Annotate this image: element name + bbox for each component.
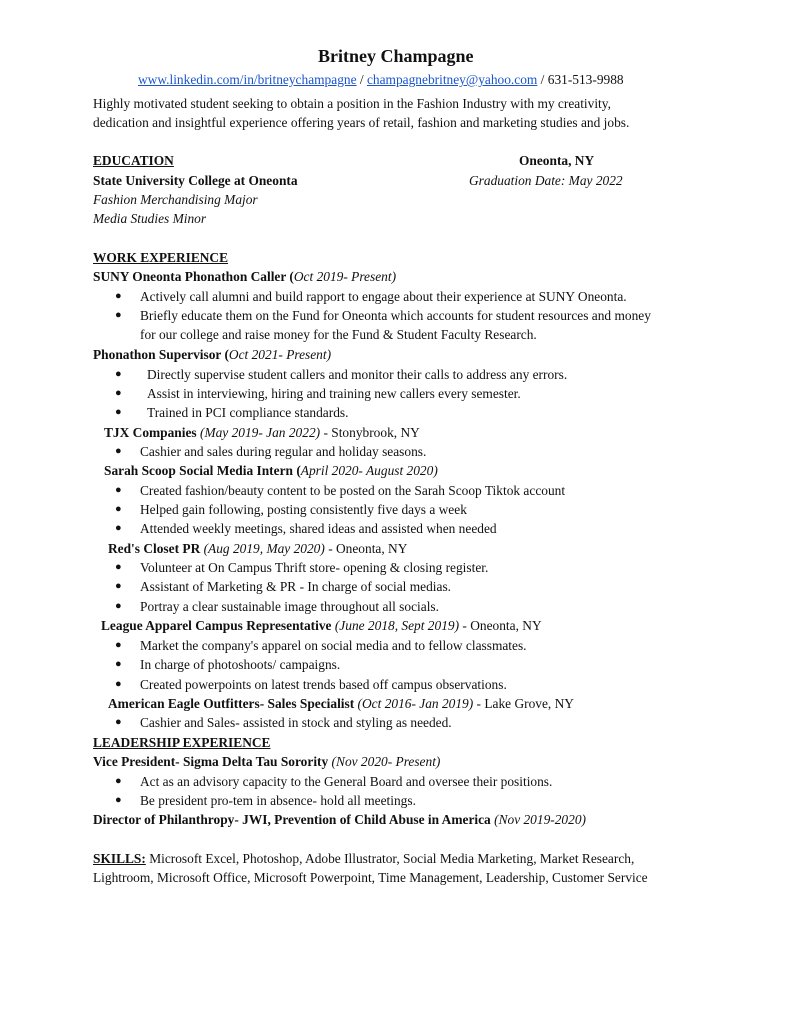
school-name: State University College at Oneonta <box>93 173 298 188</box>
job-bullet: Portray a clear sustainable image throughout all socials. <box>140 599 439 614</box>
role-dates: (Nov 2019-2020) <box>494 812 586 827</box>
job-bullet: Briefly educate them on the Fund for Oneonta which accounts for student resources and money <box>140 308 651 323</box>
role-bullet: Act as an advisory capacity to the General Board and oversee their positions. <box>140 774 553 789</box>
job-bullet: Cashier and sales during regular and holiday seasons. <box>140 444 427 459</box>
job-title-line <box>101 617 542 634</box>
bullet-icon: ● <box>115 368 122 380</box>
job-bullet: Assist in interviewing, hiring and training new callers every semester. <box>147 386 521 401</box>
bullet-icon: ● <box>115 387 122 399</box>
bullet-icon: ● <box>115 503 122 515</box>
job-title: SUNY Oneonta Phonathon Caller ( <box>93 269 294 284</box>
job-bullet-continued: for our college and raise money for the Fund & Student Faculty Research. <box>140 327 537 342</box>
bullet-icon: ● <box>115 678 122 690</box>
job-title: TJX Companies <box>104 425 200 440</box>
work-heading: WORK EXPERIENCE <box>93 250 229 265</box>
phone-number: 631-513-9988 <box>547 72 624 87</box>
job-dates: (Oct 2016- Jan 2019) <box>357 696 474 711</box>
job-title-line <box>93 346 331 363</box>
education-location: Oneonta, NY <box>519 153 595 168</box>
summary-line: dedication and insightful experience offering years of retail, fashion and marketing studies and jobs. <box>93 115 630 130</box>
role-dates: (Nov 2020- Present) <box>331 754 441 769</box>
summary-line: Highly motivated student seeking to obtain a position in the Fashion Industry with my creativity, <box>93 96 611 111</box>
bullet-icon: ● <box>115 794 122 806</box>
bullet-icon: ● <box>115 561 122 573</box>
graduation-date: Graduation Date: May 2022 <box>469 173 623 188</box>
skills-list: Lightroom, Microsoft Office, Microsoft Powerpoint, Time Management, Leadership, Customer Service <box>93 870 648 885</box>
job-title: Sarah Scoop Social Media Intern ( <box>104 463 301 478</box>
role-title-line <box>93 811 586 828</box>
bullet-icon: ● <box>115 639 122 651</box>
role-bullet: Be president pro-tem in absence- hold all meetings. <box>140 793 416 808</box>
job-title: Red's Closet PR <box>108 541 204 556</box>
leadership-heading: LEADERSHIP EXPERIENCE <box>93 735 271 750</box>
job-bullet: Actively call alumni and build rapport to engage about their experience at SUNY Oneonta. <box>140 289 627 304</box>
job-bullet: Directly supervise student callers and monitor their calls to address any errors. <box>147 367 568 382</box>
job-bullet: Cashier and Sales- assisted in stock and styling as needed. <box>140 715 452 730</box>
email-link[interactable]: champagnebritney@yahoo.com <box>366 72 538 87</box>
job-location: - Lake Grove, NY <box>473 696 574 711</box>
job-bullet: Trained in PCI compliance standards. <box>147 405 349 420</box>
bullet-icon: ● <box>115 580 122 592</box>
job-location: - Oneonta, NY <box>459 618 542 633</box>
job-bullet: Assistant of Marketing & PR - In charge of social medias. <box>140 579 452 594</box>
job-dates: (May 2019- Jan 2022) <box>199 425 321 440</box>
bullet-icon: ● <box>115 658 122 670</box>
job-title-line <box>104 462 438 479</box>
bullet-icon: ● <box>115 522 122 534</box>
bullet-icon: ● <box>115 716 122 728</box>
candidate-name: Britney Champagne <box>318 46 474 66</box>
job-bullet: In charge of photoshoots/ campaigns. <box>140 657 341 672</box>
job-location: - Oneonta, NY <box>324 541 408 556</box>
linkedin-link[interactable]: www.linkedin.com/in/britneychampagne <box>138 72 357 87</box>
bullet-icon: ● <box>115 309 122 321</box>
bullet-icon: ● <box>115 406 122 418</box>
job-dates: April 2020- August 2020) <box>300 463 438 478</box>
job-dates: (Aug 2019, May 2020) <box>203 541 325 556</box>
contact-separator: / <box>356 72 367 87</box>
role-title-line <box>93 753 440 770</box>
job-dates: (June 2018, Sept 2019) <box>334 618 460 633</box>
bullet-icon: ● <box>115 445 122 457</box>
role-title: Director of Philanthropy- JWI, Prevention of Child Abuse in America <box>93 812 495 827</box>
job-bullet: Helped gain following, posting consistently five days a week <box>140 502 467 517</box>
job-bullet: Created fashion/beauty content to be posted on the Sarah Scoop Tiktok account <box>140 483 566 498</box>
job-bullet: Market the company's apparel on social media and to fellow classmates. <box>140 638 527 653</box>
job-title: American Eagle Outfitters- Sales Specialist <box>108 696 358 711</box>
job-title: Phonathon Supervisor ( <box>93 347 229 362</box>
bullet-icon: ● <box>115 290 122 302</box>
skills-line <box>93 850 634 867</box>
job-dates: Oct 2021- Present) <box>228 347 332 362</box>
bullet-icon: ● <box>115 775 122 787</box>
job-title-line <box>108 540 407 557</box>
contact-line <box>138 71 624 88</box>
minor: Media Studies Minor <box>93 211 207 226</box>
skills-heading: SKILLS: <box>93 851 146 866</box>
job-title-line <box>108 695 574 712</box>
role-title: Vice President- Sigma Delta Tau Sorority <box>93 754 332 769</box>
job-location: - Stonybrook, NY <box>320 425 420 440</box>
major: Fashion Merchandising Major <box>93 192 258 207</box>
skills-list: Microsoft Excel, Photoshop, Adobe Illustrator, Social Media Marketing, Market Research, <box>145 851 635 866</box>
education-heading: EDUCATION <box>93 153 174 168</box>
job-bullet: Attended weekly meetings, shared ideas and assisted when needed <box>140 521 497 536</box>
job-bullet: Created powerpoints on latest trends based off campus observations. <box>140 677 507 692</box>
job-title-line <box>93 268 396 285</box>
bullet-icon: ● <box>115 484 122 496</box>
job-dates: Oct 2019- Present) <box>293 269 397 284</box>
contact-separator: / <box>537 72 548 87</box>
job-title-line <box>104 424 420 441</box>
bullet-icon: ● <box>115 600 122 612</box>
job-title: League Apparel Campus Representative <box>101 618 335 633</box>
job-bullet: Volunteer at On Campus Thrift store- opening & closing register. <box>140 560 489 575</box>
